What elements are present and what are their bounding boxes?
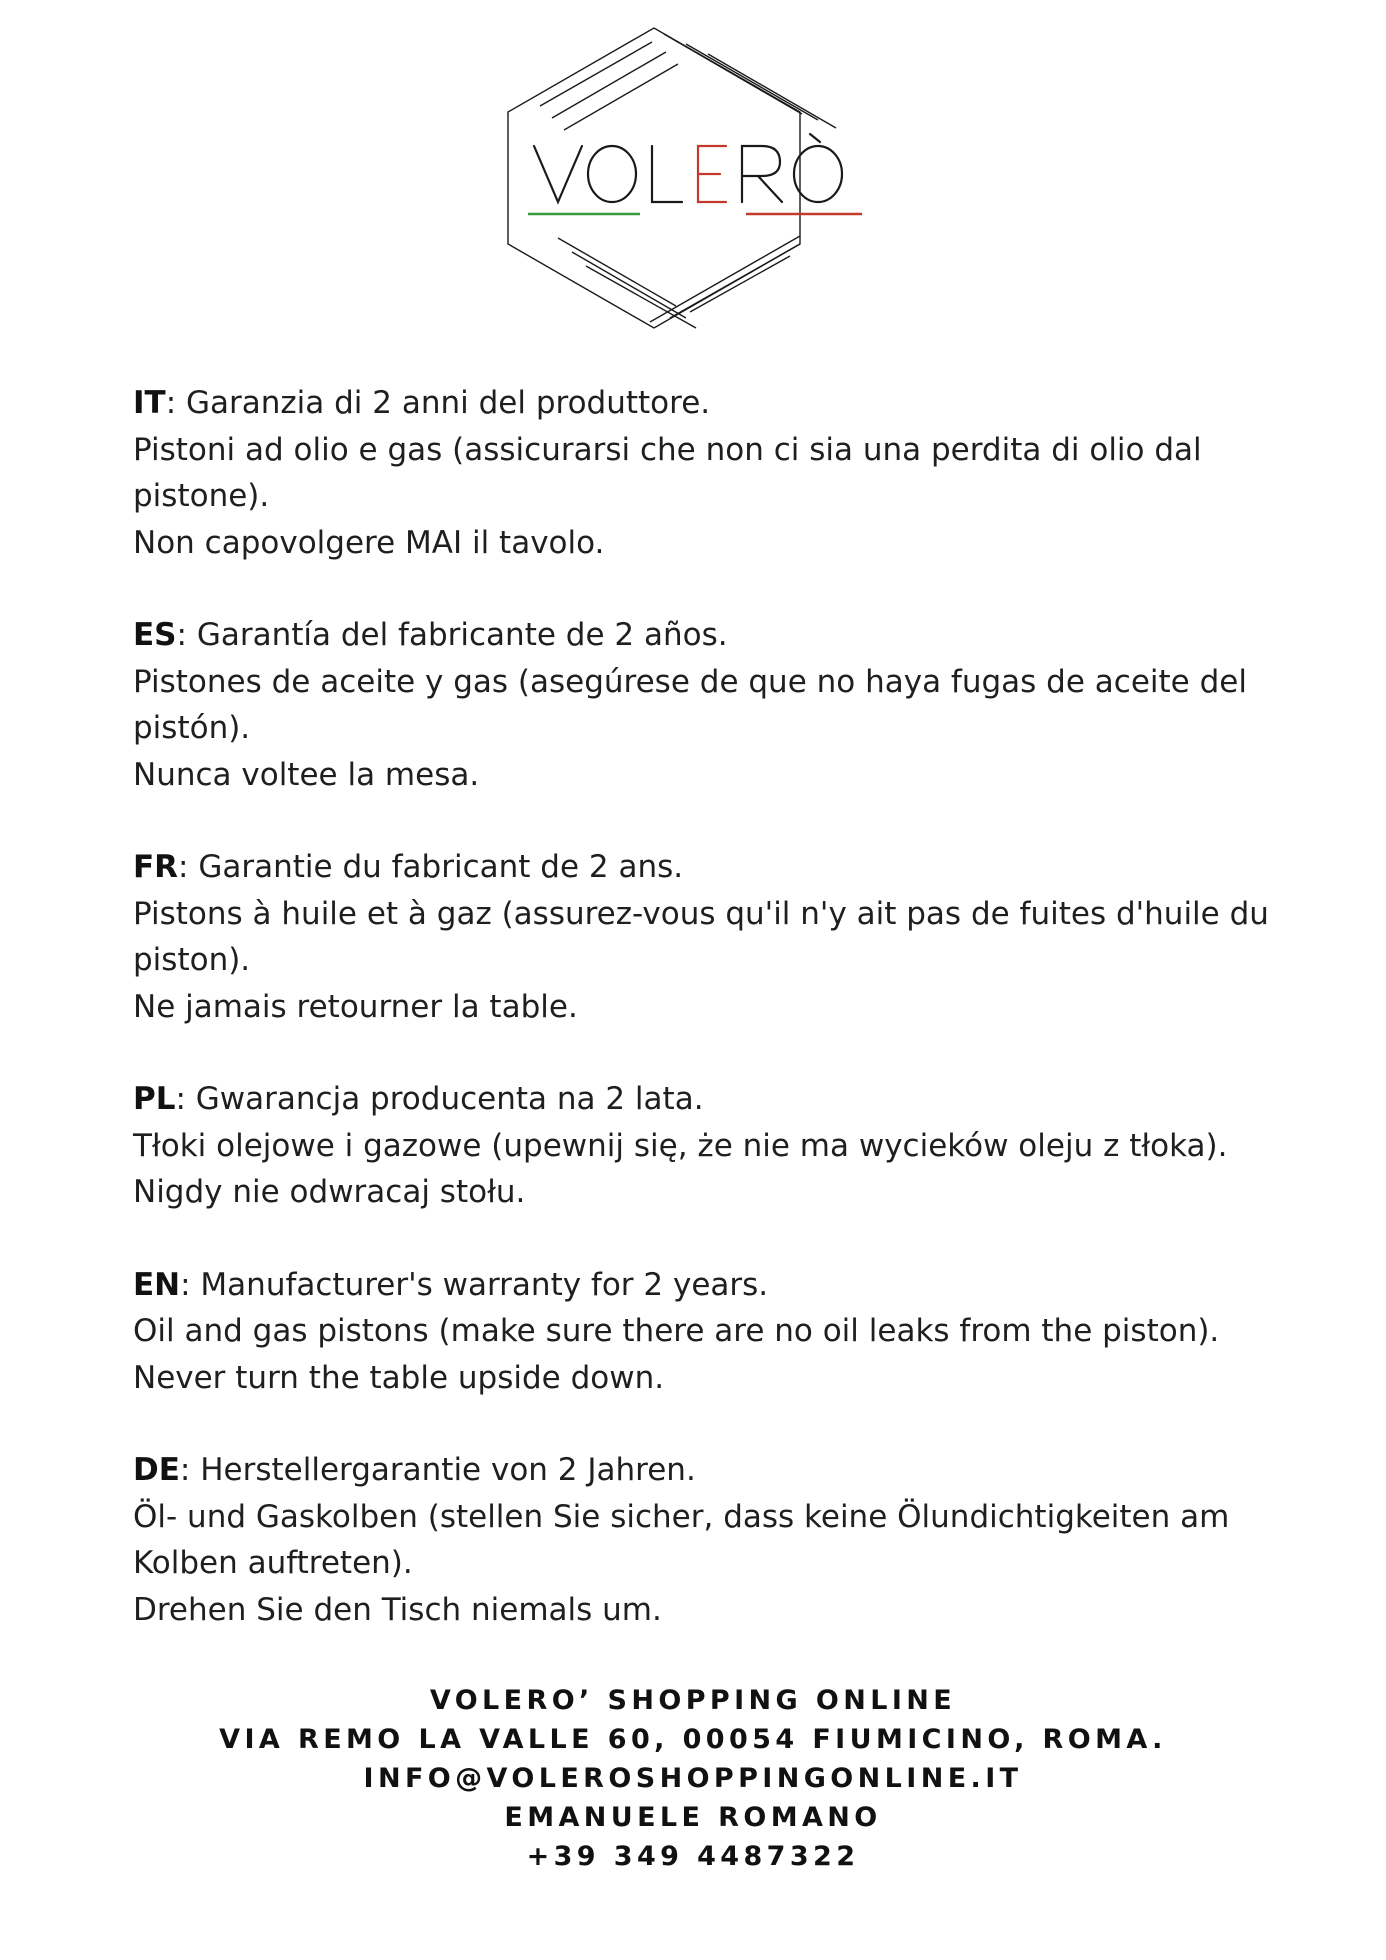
body-line: Drehen Sie den Tisch niemals um. — [133, 1591, 662, 1628]
contact-name: EMANUELE ROMANO — [504, 1802, 882, 1833]
body-line: pistón). — [133, 710, 251, 746]
volero-logo-graphic — [500, 22, 886, 334]
body-line: Tłoki olejowe i gazowe (upewnij się, że nie ma wycieków oleju z tłoka). — [133, 1127, 1228, 1164]
heading-text: : Garanzia di 2 anni del produttore. — [165, 385, 711, 421]
warranty-content — [133, 380, 1283, 1679]
body-line: Nigdy nie odwracaj stołu. — [133, 1174, 526, 1210]
section-de — [133, 1447, 1283, 1633]
section-fr — [133, 844, 1283, 1030]
company-phone: +39 349 4487322 — [526, 1841, 860, 1872]
section-en — [133, 1262, 1283, 1402]
heading-text: : Manufacturer's warranty for 2 years. — [180, 1266, 769, 1303]
section-heading-line — [133, 1262, 1283, 1309]
section-heading-line — [133, 612, 1283, 659]
language-code: DE — [133, 1452, 180, 1488]
section-it — [133, 380, 1283, 566]
body-line: Pistons à huile et à gaz (assurez-vous qu'il n'y ait pas de fuites d'huile du — [133, 895, 1269, 932]
body-line: Oil and gas pistons (make sure there are no oil leaks from the piston). — [133, 1313, 1220, 1349]
contact-footer — [0, 1681, 1386, 1876]
company-email: INFO@VOLEROSHOPPINGONLINE.IT — [363, 1763, 1023, 1794]
language-code: ES — [133, 617, 177, 653]
language-code: IT — [133, 385, 166, 421]
body-line: Pistoni ad olio e gas (assicurarsi che non ci sia una perdita di olio dal — [133, 431, 1202, 468]
body-line: Never turn the table upside down. — [133, 1359, 665, 1396]
body-line: Nunca voltee la mesa. — [133, 756, 480, 793]
section-pl — [133, 1076, 1283, 1216]
heading-text: : Herstellergarantie von 2 Jahren. — [179, 1452, 696, 1488]
heading-text: : Gwarancja producenta na 2 lata. — [175, 1081, 704, 1117]
heading-text: : Garantía del fabricante de 2 años. — [176, 617, 728, 653]
section-heading-line — [133, 1076, 1283, 1123]
body-line: Non capovolgere MAI il tavolo. — [133, 524, 605, 561]
language-code: FR — [133, 849, 179, 885]
body-line: piston). — [133, 942, 251, 978]
section-heading-line — [133, 1447, 1283, 1494]
company-name: VOLERO’ SHOPPING ONLINE — [429, 1685, 957, 1716]
body-line: Pistones de aceite y gas (asegúrese de que no haya fugas de aceite del — [133, 663, 1247, 700]
section-heading-line — [133, 380, 1283, 427]
language-code: PL — [133, 1081, 176, 1117]
body-line: Kolben auftreten). — [133, 1545, 413, 1581]
volero-logo — [500, 22, 886, 334]
company-address: VIA REMO LA VALLE 60, 00054 FIUMICINO, ROMA. — [219, 1724, 1167, 1755]
heading-text: : Garantie du fabricant de 2 ans. — [178, 849, 684, 885]
body-line: pistone). — [133, 478, 270, 514]
section-heading-line — [133, 844, 1283, 891]
language-code: EN — [133, 1266, 181, 1303]
body-line: Ne jamais retourner la table. — [133, 988, 578, 1025]
body-line: Öl- und Gaskolben (stellen Sie sicher, dass keine Ölundichtigkeiten am — [133, 1498, 1230, 1535]
section-es — [133, 612, 1283, 798]
